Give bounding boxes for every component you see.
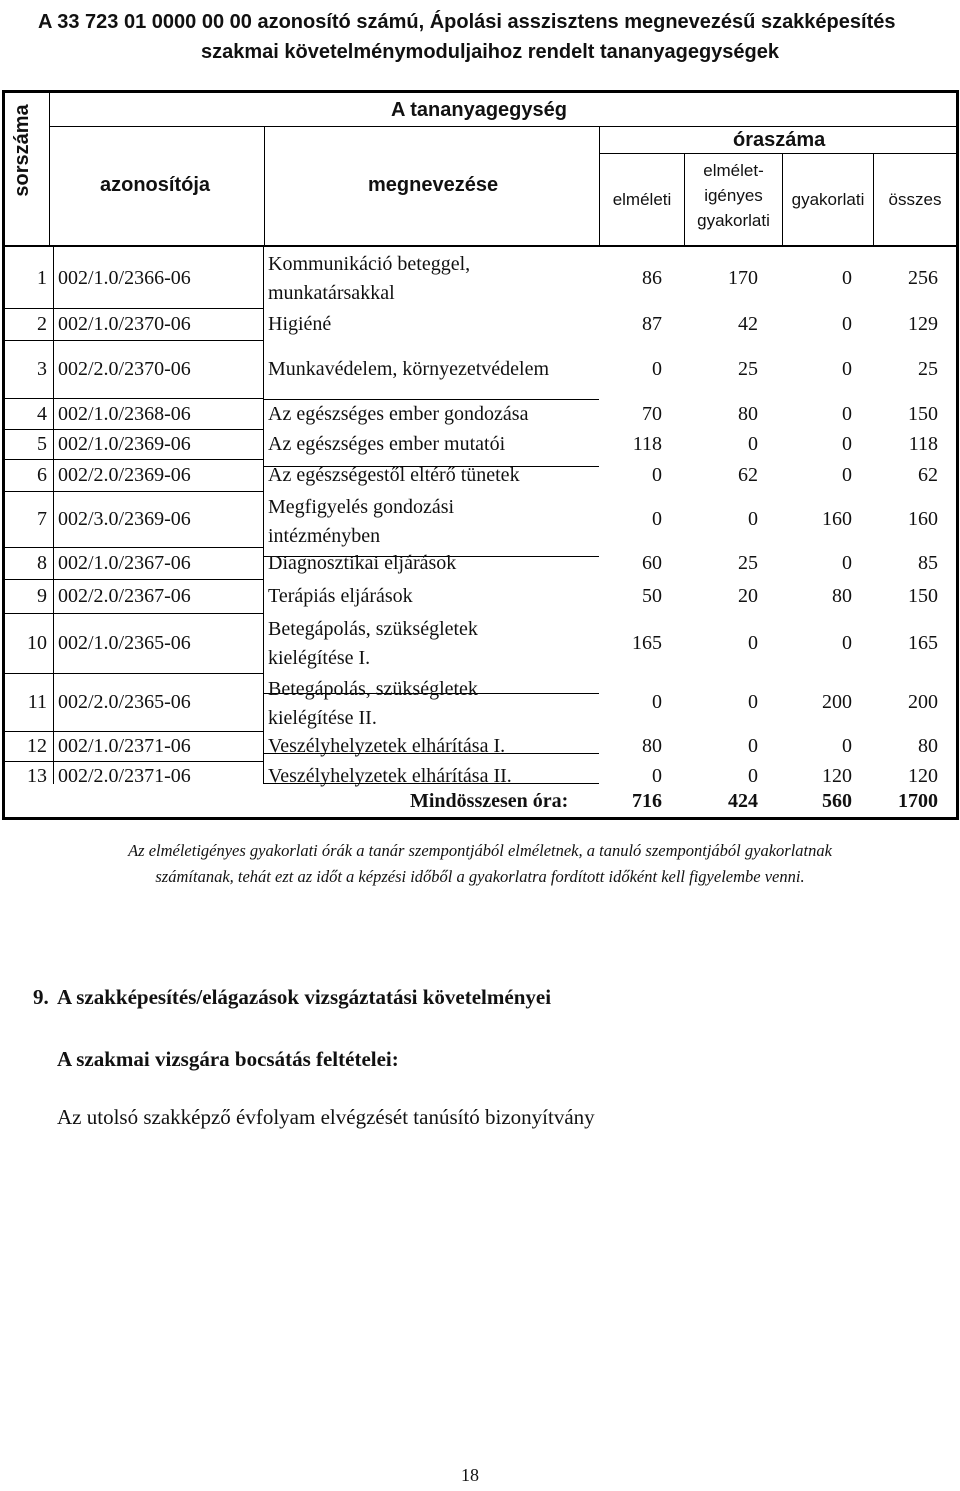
row-name: Az egészséges ember gondozása bbox=[268, 403, 529, 425]
row-name-line-1: Betegápolás, szükségletek bbox=[268, 618, 478, 640]
row-id: 002/1.0/2369-06 bbox=[58, 433, 191, 455]
page-number: 18 bbox=[461, 1465, 479, 1485]
row-id: 002/1.0/2370-06 bbox=[58, 313, 191, 335]
row-name: Az egészségestől eltérő tünetek bbox=[268, 464, 520, 486]
row-osszes: 165 bbox=[908, 632, 938, 654]
row-id: 002/2.0/2370-06 bbox=[58, 358, 191, 380]
header-elmeleti: elméleti bbox=[612, 190, 672, 209]
row-id: 002/1.0/2367-06 bbox=[58, 552, 191, 574]
row-number: 6 bbox=[37, 464, 47, 486]
section-number: 9. bbox=[33, 985, 49, 1009]
document-title bbox=[30, 7, 950, 67]
row-id: 002/2.0/2371-06 bbox=[58, 765, 191, 787]
header-group: A tananyagegység bbox=[391, 99, 567, 121]
row-gyakorlati: 200 bbox=[822, 691, 852, 713]
header-sorszama: sorszáma bbox=[11, 104, 33, 197]
row-gyakorlati: 0 bbox=[842, 433, 852, 455]
row-osszes: 129 bbox=[908, 313, 938, 335]
row-osszes: 150 bbox=[908, 585, 938, 607]
row-osszes: 150 bbox=[908, 403, 938, 425]
row-elmeleti: 0 bbox=[652, 691, 662, 713]
row-gyakorlati: 0 bbox=[842, 358, 852, 380]
row-elmeletigenyes: 25 bbox=[738, 358, 758, 380]
row-gyakorlati: 80 bbox=[832, 585, 852, 607]
row-elmeleti: 0 bbox=[652, 464, 662, 486]
row-id: 002/2.0/2369-06 bbox=[58, 464, 191, 486]
row-elmeleti: 87 bbox=[642, 313, 662, 335]
row-name: Veszélyhelyzetek elhárítása II. bbox=[268, 765, 512, 787]
row-gyakorlati: 0 bbox=[842, 403, 852, 425]
header-gyakorlati: gyakorlati bbox=[791, 190, 865, 209]
row-elmeletigenyes: 0 bbox=[748, 765, 758, 787]
row-elmeleti: 0 bbox=[652, 358, 662, 380]
row-name: Higiéné bbox=[268, 313, 332, 335]
row-name-line-2: kielégítése I. bbox=[268, 647, 371, 669]
row-elmeleti: 0 bbox=[652, 765, 662, 787]
row-name: Munkavédelem, környezetvédelem bbox=[268, 358, 549, 380]
row-number: 13 bbox=[27, 765, 47, 787]
row-number: 9 bbox=[37, 585, 47, 607]
row-id: 002/3.0/2369-06 bbox=[58, 508, 191, 530]
row-number: 11 bbox=[27, 691, 47, 713]
section-body: Az utolsó szakképző évfolyam elvégzését tanúsító bizonyítvány bbox=[57, 1105, 595, 1129]
row-osszes: 256 bbox=[908, 267, 938, 289]
row-name-line-1: Megfigyelés gondozási bbox=[268, 496, 455, 518]
row-number: 12 bbox=[27, 735, 47, 757]
section-subheading: A szakmai vizsgára bocsátás feltételei: bbox=[57, 1047, 399, 1071]
row-name: Terápiás eljárások bbox=[268, 585, 413, 607]
footnote bbox=[30, 838, 930, 890]
header-elmeletigenyes: elmélet- igényes gyakorlati bbox=[697, 161, 770, 230]
row-number: 10 bbox=[27, 632, 47, 654]
row-elmeletigenyes: 0 bbox=[748, 735, 758, 757]
row-elmeleti: 80 bbox=[642, 735, 662, 757]
row-name: Az egészséges ember mutatói bbox=[268, 433, 506, 455]
row-name: Diagnosztikai eljárások bbox=[268, 552, 457, 574]
row-elmeleti: 86 bbox=[642, 267, 662, 289]
row-osszes: 118 bbox=[908, 433, 938, 455]
header-osszes: összes bbox=[888, 190, 942, 209]
row-id: 002/2.0/2365-06 bbox=[58, 691, 191, 713]
footnote-line-2: számítanak, tehát ezt az időt a képzési időből a gyakorlatra fordított időként kell figyelembe venni. bbox=[155, 867, 805, 886]
row-elmeleti: 60 bbox=[642, 552, 662, 574]
row-gyakorlati: 0 bbox=[842, 267, 852, 289]
row-gyakorlati: 0 bbox=[842, 552, 852, 574]
section-heading: A szakképesítés/elágazások vizsgáztatási követelményei bbox=[57, 985, 552, 1009]
row-osszes: 120 bbox=[908, 765, 938, 787]
row-id: 002/1.0/2368-06 bbox=[58, 403, 191, 425]
total-elmeleti: 716 bbox=[632, 790, 662, 812]
row-elmeletigenyes: 0 bbox=[748, 433, 758, 455]
row-number: 3 bbox=[37, 358, 47, 380]
row-osszes: 85 bbox=[918, 552, 938, 574]
row-osszes: 62 bbox=[918, 464, 938, 486]
row-elmeleti: 118 bbox=[632, 433, 662, 455]
row-osszes: 25 bbox=[918, 358, 938, 380]
row-id: 002/2.0/2367-06 bbox=[58, 585, 191, 607]
row-elmeletigenyes: 0 bbox=[748, 508, 758, 530]
row-number: 8 bbox=[37, 552, 47, 574]
row-number: 7 bbox=[37, 508, 47, 530]
row-osszes: 200 bbox=[908, 691, 938, 713]
footnote-line-1: Az elméletigényes gyakorlati órák a tanár szempontjából elméletnek, a tanuló szempontjából gyakorlatnak bbox=[128, 841, 832, 860]
row-number: 4 bbox=[37, 403, 47, 425]
row-elmeleti: 50 bbox=[642, 585, 662, 607]
row-elmeletigenyes: 62 bbox=[738, 464, 758, 486]
total-osszes: 1700 bbox=[898, 790, 938, 812]
row-name-line-2: munkatársakkal bbox=[268, 282, 395, 304]
header-azonositoja: azonosítója bbox=[100, 174, 211, 196]
total-label: Mindösszesen óra: bbox=[410, 790, 569, 812]
row-name-line-2: kielégítése II. bbox=[268, 707, 377, 729]
row-id: 002/1.0/2366-06 bbox=[58, 267, 191, 289]
row-osszes: 160 bbox=[908, 508, 938, 530]
row-elmeletigenyes: 42 bbox=[738, 313, 758, 335]
row-gyakorlati: 160 bbox=[822, 508, 852, 530]
row-osszes: 80 bbox=[918, 735, 938, 757]
row-gyakorlati: 120 bbox=[822, 765, 852, 787]
row-elmeletigenyes: 25 bbox=[738, 552, 758, 574]
row-name: Veszélyhelyzetek elhárítása I. bbox=[268, 735, 506, 757]
row-id: 002/1.0/2365-06 bbox=[58, 632, 191, 654]
row-gyakorlati: 0 bbox=[842, 313, 852, 335]
row-gyakorlati: 0 bbox=[842, 632, 852, 654]
row-elmeletigenyes: 170 bbox=[728, 267, 758, 289]
row-elmeleti: 70 bbox=[642, 403, 662, 425]
row-elmeletigenyes: 0 bbox=[748, 691, 758, 713]
row-id: 002/1.0/2371-06 bbox=[58, 735, 191, 757]
row-elmeleti: 165 bbox=[632, 632, 662, 654]
header-oraszama: óraszáma bbox=[733, 129, 826, 151]
row-gyakorlati: 0 bbox=[842, 735, 852, 757]
row-gyakorlati: 0 bbox=[842, 464, 852, 486]
title-line-1: A 33 723 01 0000 00 00 azonosító számú, Ápolási asszisztens megnevezésű szakképesítés bbox=[38, 11, 896, 33]
row-number: 1 bbox=[37, 267, 47, 289]
total-gyakorlati: 560 bbox=[822, 790, 852, 812]
row-elmeletigenyes: 0 bbox=[748, 632, 758, 654]
row-elmeletigenyes: 80 bbox=[738, 403, 758, 425]
title-line-2: szakmai követelménymoduljaihoz rendelt tananyagegységek bbox=[201, 41, 779, 63]
row-name-line-1: Kommunikáció beteggel, bbox=[268, 253, 471, 275]
total-elmeletigenyes: 424 bbox=[728, 790, 758, 812]
header-megnevezese: megnevezése bbox=[368, 174, 499, 196]
row-number: 5 bbox=[37, 433, 47, 455]
row-elmeleti: 0 bbox=[652, 508, 662, 530]
row-name-line-2: intézményben bbox=[268, 525, 381, 547]
row-name-line-1: Betegápolás, szükségletek bbox=[268, 678, 478, 700]
row-number: 2 bbox=[37, 313, 47, 335]
row-elmeletigenyes: 20 bbox=[738, 585, 758, 607]
curriculum-table bbox=[2, 90, 959, 820]
